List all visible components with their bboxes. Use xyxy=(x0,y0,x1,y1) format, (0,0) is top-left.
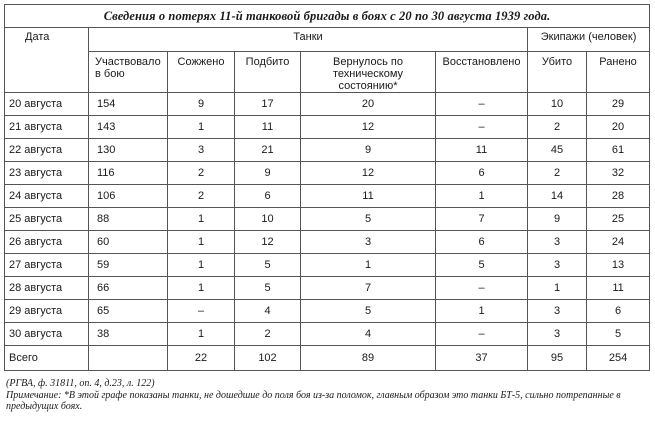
cell-date: 26 августа xyxy=(5,231,89,254)
header-crews: Экипажи (человек) xyxy=(528,28,650,52)
cell-wounded: 5 xyxy=(587,323,650,346)
cell-returned: 20 xyxy=(301,93,436,116)
source-reference: (РГВА, ф. 31811, оп. 4, д.23, л. 122) xyxy=(6,378,155,389)
cell-participated: 65 xyxy=(89,300,168,323)
cell-restored: – xyxy=(436,116,528,139)
cell-participated: 59 xyxy=(89,254,168,277)
cell-restored: – xyxy=(436,323,528,346)
cell-returned: 12 xyxy=(301,116,436,139)
table-body xyxy=(5,5,650,93)
cell-participated: 130 xyxy=(89,139,168,162)
cell-date: 29 августа xyxy=(5,300,89,323)
cell-hit: 2 xyxy=(235,323,301,346)
cell-date: 23 августа xyxy=(5,162,89,185)
cell-wounded: 32 xyxy=(587,162,650,185)
cell-wounded: 28 xyxy=(587,185,650,208)
cell-returned: 5 xyxy=(301,208,436,231)
cell-restored: 6 xyxy=(436,162,528,185)
cell-killed: 9 xyxy=(528,208,587,231)
cell-killed: 2 xyxy=(528,162,587,185)
cell-returned: 3 xyxy=(301,231,436,254)
cell-wounded: 29 xyxy=(587,93,650,116)
table-row xyxy=(5,185,650,208)
footnotes xyxy=(6,378,646,413)
total-hit: 102 xyxy=(235,346,301,371)
cell-wounded: 11 xyxy=(587,277,650,300)
header-wounded: Ранено xyxy=(587,52,650,93)
table-row xyxy=(5,300,650,323)
header-killed: Убито xyxy=(528,52,587,93)
table-row xyxy=(5,277,650,300)
cell-participated: 106 xyxy=(89,185,168,208)
cell-participated: 116 xyxy=(89,162,168,185)
header-burned: Сожжено xyxy=(168,52,235,93)
cell-date: 24 августа xyxy=(5,185,89,208)
cell-wounded: 24 xyxy=(587,231,650,254)
cell-hit: 11 xyxy=(235,116,301,139)
table-row xyxy=(5,93,650,116)
cell-participated: 88 xyxy=(89,208,168,231)
header-row-groups xyxy=(5,28,650,52)
cell-killed: 1 xyxy=(528,277,587,300)
total-restored: 37 xyxy=(436,346,528,371)
cell-date: 28 августа xyxy=(5,277,89,300)
cell-burned: – xyxy=(168,300,235,323)
total-row xyxy=(5,346,650,371)
cell-participated: 38 xyxy=(89,323,168,346)
cell-burned: 1 xyxy=(168,323,235,346)
cell-hit: 9 xyxy=(235,162,301,185)
total-wounded: 254 xyxy=(587,346,650,371)
cell-killed: 10 xyxy=(528,93,587,116)
cell-hit: 5 xyxy=(235,277,301,300)
header-tanks: Танки xyxy=(89,28,528,52)
table-row xyxy=(5,116,650,139)
total-killed: 95 xyxy=(528,346,587,371)
cell-date: 20 августа xyxy=(5,93,89,116)
cell-killed: 3 xyxy=(528,254,587,277)
cell-wounded: 6 xyxy=(587,300,650,323)
cell-hit: 17 xyxy=(235,93,301,116)
cell-hit: 21 xyxy=(235,139,301,162)
cell-killed: 3 xyxy=(528,300,587,323)
cell-burned: 1 xyxy=(168,277,235,300)
cell-restored: 1 xyxy=(436,300,528,323)
cell-burned: 9 xyxy=(168,93,235,116)
cell-date: 21 августа xyxy=(5,116,89,139)
cell-returned: 7 xyxy=(301,277,436,300)
cell-killed: 3 xyxy=(528,323,587,346)
table-row xyxy=(5,162,650,185)
header-hit: Подбито xyxy=(235,52,301,93)
totals xyxy=(5,346,650,371)
cell-returned: 4 xyxy=(301,323,436,346)
cell-killed: 3 xyxy=(528,231,587,254)
cell-burned: 2 xyxy=(168,162,235,185)
cell-hit: 6 xyxy=(235,185,301,208)
total-label: Всего xyxy=(5,346,89,371)
cell-restored: 5 xyxy=(436,254,528,277)
header-returned-tech: Вернулось по техническому состоянию* xyxy=(301,52,436,93)
header-restored: Восстановлено xyxy=(436,52,528,93)
cell-restored: 7 xyxy=(436,208,528,231)
cell-wounded: 25 xyxy=(587,208,650,231)
cell-killed: 2 xyxy=(528,116,587,139)
cell-burned: 2 xyxy=(168,185,235,208)
cell-restored: 11 xyxy=(436,139,528,162)
cell-returned: 12 xyxy=(301,162,436,185)
cell-wounded: 20 xyxy=(587,116,650,139)
cell-date: 25 августа xyxy=(5,208,89,231)
header-date: Дата xyxy=(5,28,89,93)
cell-killed: 45 xyxy=(528,139,587,162)
cell-returned: 5 xyxy=(301,300,436,323)
cell-returned: 1 xyxy=(301,254,436,277)
data-rows xyxy=(5,93,650,346)
table-row xyxy=(5,323,650,346)
cell-hit: 12 xyxy=(235,231,301,254)
table-row xyxy=(5,231,650,254)
cell-participated: 66 xyxy=(89,277,168,300)
cell-killed: 14 xyxy=(528,185,587,208)
total-burned: 22 xyxy=(168,346,235,371)
cell-restored: – xyxy=(436,277,528,300)
table-row xyxy=(5,208,650,231)
footnote-text: Примечание: *В этой графе показаны танки, не дошедшие до поля боя из-за поломок, главным образом это танки БТ-5, сильно потрепанные в предыдущих боях. xyxy=(6,389,621,412)
cell-burned: 3 xyxy=(168,139,235,162)
cell-hit: 10 xyxy=(235,208,301,231)
cell-returned: 11 xyxy=(301,185,436,208)
total-returned: 89 xyxy=(301,346,436,371)
table-row xyxy=(5,139,650,162)
cell-date: 30 августа xyxy=(5,323,89,346)
total-participated xyxy=(89,346,168,371)
cell-date: 27 августа xyxy=(5,254,89,277)
cell-restored: – xyxy=(436,93,528,116)
cell-restored: 6 xyxy=(436,231,528,254)
cell-returned: 9 xyxy=(301,139,436,162)
cell-date: 22 августа xyxy=(5,139,89,162)
header-row-columns xyxy=(5,52,650,93)
cell-wounded: 13 xyxy=(587,254,650,277)
losses-table xyxy=(4,4,650,371)
cell-burned: 1 xyxy=(168,116,235,139)
cell-wounded: 61 xyxy=(587,139,650,162)
cell-participated: 60 xyxy=(89,231,168,254)
table-title: Сведения о потерях 11-й танковой бригады в боях с 20 по 30 августа 1939 года. xyxy=(5,5,650,28)
cell-burned: 1 xyxy=(168,208,235,231)
table-row xyxy=(5,254,650,277)
header-participated: Участвовало в бою xyxy=(89,52,168,93)
cell-hit: 4 xyxy=(235,300,301,323)
cell-burned: 1 xyxy=(168,254,235,277)
cell-hit: 5 xyxy=(235,254,301,277)
cell-participated: 143 xyxy=(89,116,168,139)
cell-participated: 154 xyxy=(89,93,168,116)
cell-restored: 1 xyxy=(436,185,528,208)
cell-burned: 1 xyxy=(168,231,235,254)
